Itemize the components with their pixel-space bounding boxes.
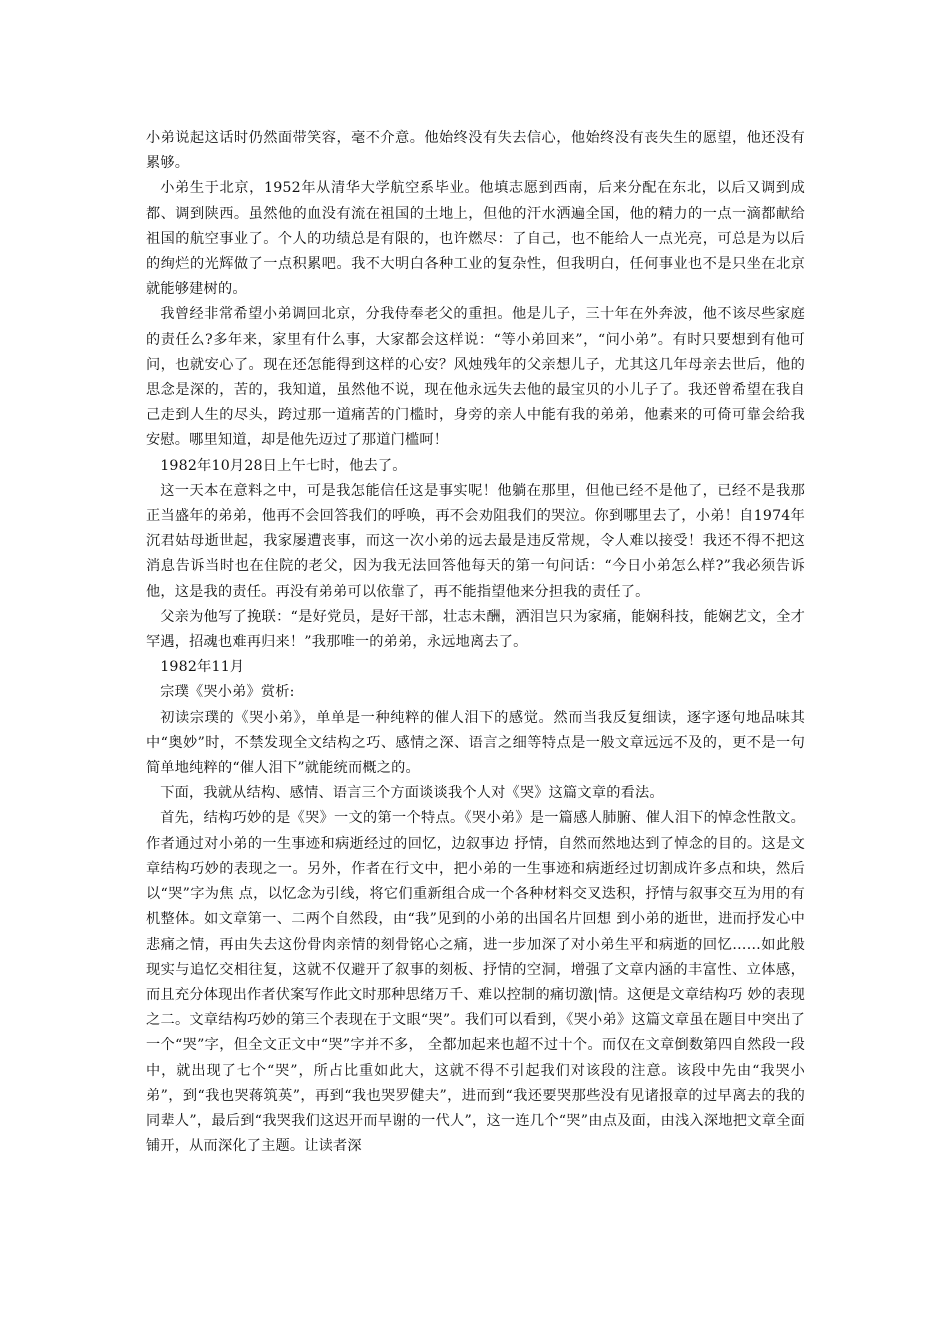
document-page <box>146 126 805 1159</box>
date-line-death: 1982年10月28日上午七时，他去了。 <box>160 457 407 474</box>
paragraph-6: 父亲为他写了挽联：“是好党员，是好干部，壮志未酬，洒泪岂只为家痛，能娴科技，能娴艺文，全才罕遇，招魂也难再归来！”我那唯一的弟弟，永远地离去了。 <box>146 608 805 651</box>
paragraph-11: 首先，结构巧妙的是《哭》一文的第一个特点。《哭小弟》是一篇感人肺腑、催人泪下的悼念性散文。作者通过对小弟的一生事迹和病逝经过的回忆，边叙事边 抒情，自然而然地达到了悼念的目的。这是文章结构巧妙的表现之一。另外，作者在行文中，把小弟的一生事迹和病逝经过切割成许多点和块，然后以“哭”字为焦 点，以忆念为引线，将它们重新组合成一个各种材料交叉迭积，抒情与叙事交互为用的有机整体。如文章第一、二两个自然段，由“我”见到的小弟的出国名片回想 到小弟的逝世，进而抒发心中悲痛之情，再由失去这份骨肉亲情的刻骨铭心之痛，进一步加深了对小弟生平和病逝的回忆……如此般现实与追忆交相往复，这就不仅避开了叙事的刻板、抒情的空洞，增强了文章内涵的丰富性、立体感，而且充分体现出作者伏案写作此文时那种思绪万千、难以控制的痛切激|情。这便是文章结构巧 妙的表现之二。文章结构巧妙的第三个表现在于文眼“哭”。我们可以看到，《哭小弟》这篇文章虽在题目中突出了一个“哭”字，但全文正文中“哭”字并不多， 全都加起来也超不过十个。而仅在文章倒数第四自然段一段中，就出现了七个“哭”，所占比重如此大，这就不得不引起我们对该段的注意。该段中先由“我哭小 弟”，到“我也哭蒋筑英”，再到“我也哭罗健夫”，进而到“我还要哭那些没有见诸报章的过早离去的我的同辈人”，最后到“我哭我们这迟开而早谢的一代人”，这一连几个“哭”由点及面，由浅入深地把文章全面铺开，从而深化了主题。让读者深 <box>146 810 805 1155</box>
analysis-heading: 宗璞《哭小弟》赏析: <box>160 684 295 701</box>
date-line-written: 1982年11月 <box>160 659 245 676</box>
paragraph-9: 初读宗璞的《哭小弟》，单单是一种纯粹的催人泪下的感觉。然而当我反复细读，逐字逐句地品味其中“奥妙”时，不禁发现全文结构之巧、感情之深、语言之细等特点是一般文章远远不及的，更不是一句简单地纯粹的“催人泪下”就能统而概之的。 <box>146 709 805 777</box>
paragraph-5: 这一天本在意料之中，可是我怎能信任这是事实呢！他躺在那里，但他已经不是他了，已经不是我那正当盛年的弟弟，他再不会回答我们的呼唤，再不会劝阻我们的哭泣。你到哪里去了，小弟！自1974年沉君姑母逝世起，我家屡遭丧事，而这一次小弟的远去最是违反常规，令人难以接受！我还不得不把这消息告诉当时也在住院的老父，因为我无法回答他每天的第一句问话：“今日小弟怎么样?”我必须告诉他，这是我的责任。再没有弟弟可以依靠了，再不能指望他来分担我的责任了。 <box>146 482 805 600</box>
paragraph-10: 下面，我就从结构、感情、语言三个方面谈谈我个人对《哭》这篇文章的看法。 <box>160 785 664 802</box>
paragraph-2: 小弟生于北京，1952年从清华大学航空系毕业。他填志愿到西南，后来分配在东北，以后又调到成都、调到陕西。虽然他的血没有流在祖国的土地上，但他的汗水洒遍全国，他的精力的一点一滴都献给祖国的航空事业了。个人的功绩总是有限的，也许燃尽：了自己，也不能给人一点光亮，可总是为以后的绚烂的光辉做了一点积累吧。我不大明白各种工业的复杂性，但我明白，任何事业也不是只坐在北京就能够建树的。 <box>146 180 805 298</box>
paragraph-3: 我曾经非常希望小弟调回北京，分我侍奉老父的重担。他是儿子，三十年在外奔波，他不该尽些家庭的责任么?多年来，家里有什么事，大家都会这样说：“等小弟回来”，“问小弟”。有时只要想到有他可问，也就安心了。现在还怎能得到这样的心安？风烛残年的父亲想儿子，尤其这几年母亲去世后，他的思念是深的，苦的，我知道，虽然他不说，现在他永远失去他的最宝贝的小儿子了。我还曾希望在我自己走到人生的尽头，跨过那一道痛苦的门槛时，身旁的亲人中能有我的弟弟，他素来的可倚可靠会给我安慰。哪里知道，却是他先迈过了那道门槛呵！ <box>146 306 805 449</box>
paragraph-1: 小弟说起这话时仍然面带笑容，毫不介意。他始终没有失去信心，他始终没有丧失生的愿望，他还没有累够。 <box>146 130 805 172</box>
